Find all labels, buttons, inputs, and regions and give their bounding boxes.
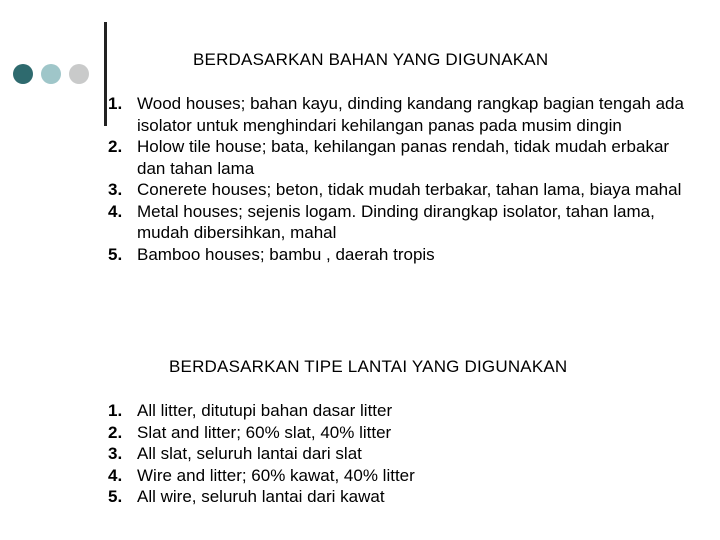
item-number: 3. [108,444,123,463]
item-number: 1. [108,94,123,113]
decor-dot-light [41,64,61,84]
item-text: Slat and litter; 60% slat, 40% litter [137,422,392,442]
section1-list [108,93,698,265]
list-item [108,422,698,444]
item-number: 2. [108,422,123,442]
decor-dot-gray [69,64,89,84]
item-number: 4. [108,201,123,221]
list-item [108,93,698,136]
item-number: 3. [108,180,123,199]
item-number: 5. [108,487,123,506]
decor-dot-dark [13,64,33,84]
section2-heading: BERDASARKAN TIPE LANTAI YANG DIGUNAKAN [169,357,568,376]
item-text: All wire, seluruh lantai dari kawat [137,487,385,506]
item-text: All slat, seluruh lantai dari slat [137,444,362,463]
item-number: 5. [108,244,123,264]
list-item [108,179,698,201]
section2-list [108,400,698,508]
vertical-rule [104,22,107,126]
list-item [108,201,698,244]
item-text: Conerete houses; beton, tidak mudah terbakar, tahan lama, biaya mahal [137,180,682,199]
item-text: Holow tile house; bata, kehilangan panas rendah, tidak mudah erbakar dan tahan lama [137,137,670,178]
item-number: 1. [108,401,123,420]
item-number: 4. [108,465,123,485]
item-text: Wood houses; bahan kayu, dinding kandang rangkap bagian tengah ada isolator untuk menghindari kehilangan panas pada musim dingin [137,94,684,135]
list-item [108,486,698,508]
list-item [108,136,698,179]
item-number: 2. [108,137,123,156]
item-text: Bamboo houses; bambu , daerah tropis [137,244,435,264]
list-item [108,244,698,266]
item-text: All litter, ditutupi bahan dasar litter [137,401,393,420]
list-item [108,443,698,465]
item-text: Wire and litter; 60% kawat, 40% litter [137,465,415,485]
section1-heading: BERDASARKAN BAHAN YANG DIGUNAKAN [193,50,549,69]
list-item [108,465,698,487]
list-item [108,400,698,422]
item-text: Metal houses; sejenis logam. Dinding dirangkap isolator, tahan lama, mudah dibersihkan, mahal [137,201,655,242]
